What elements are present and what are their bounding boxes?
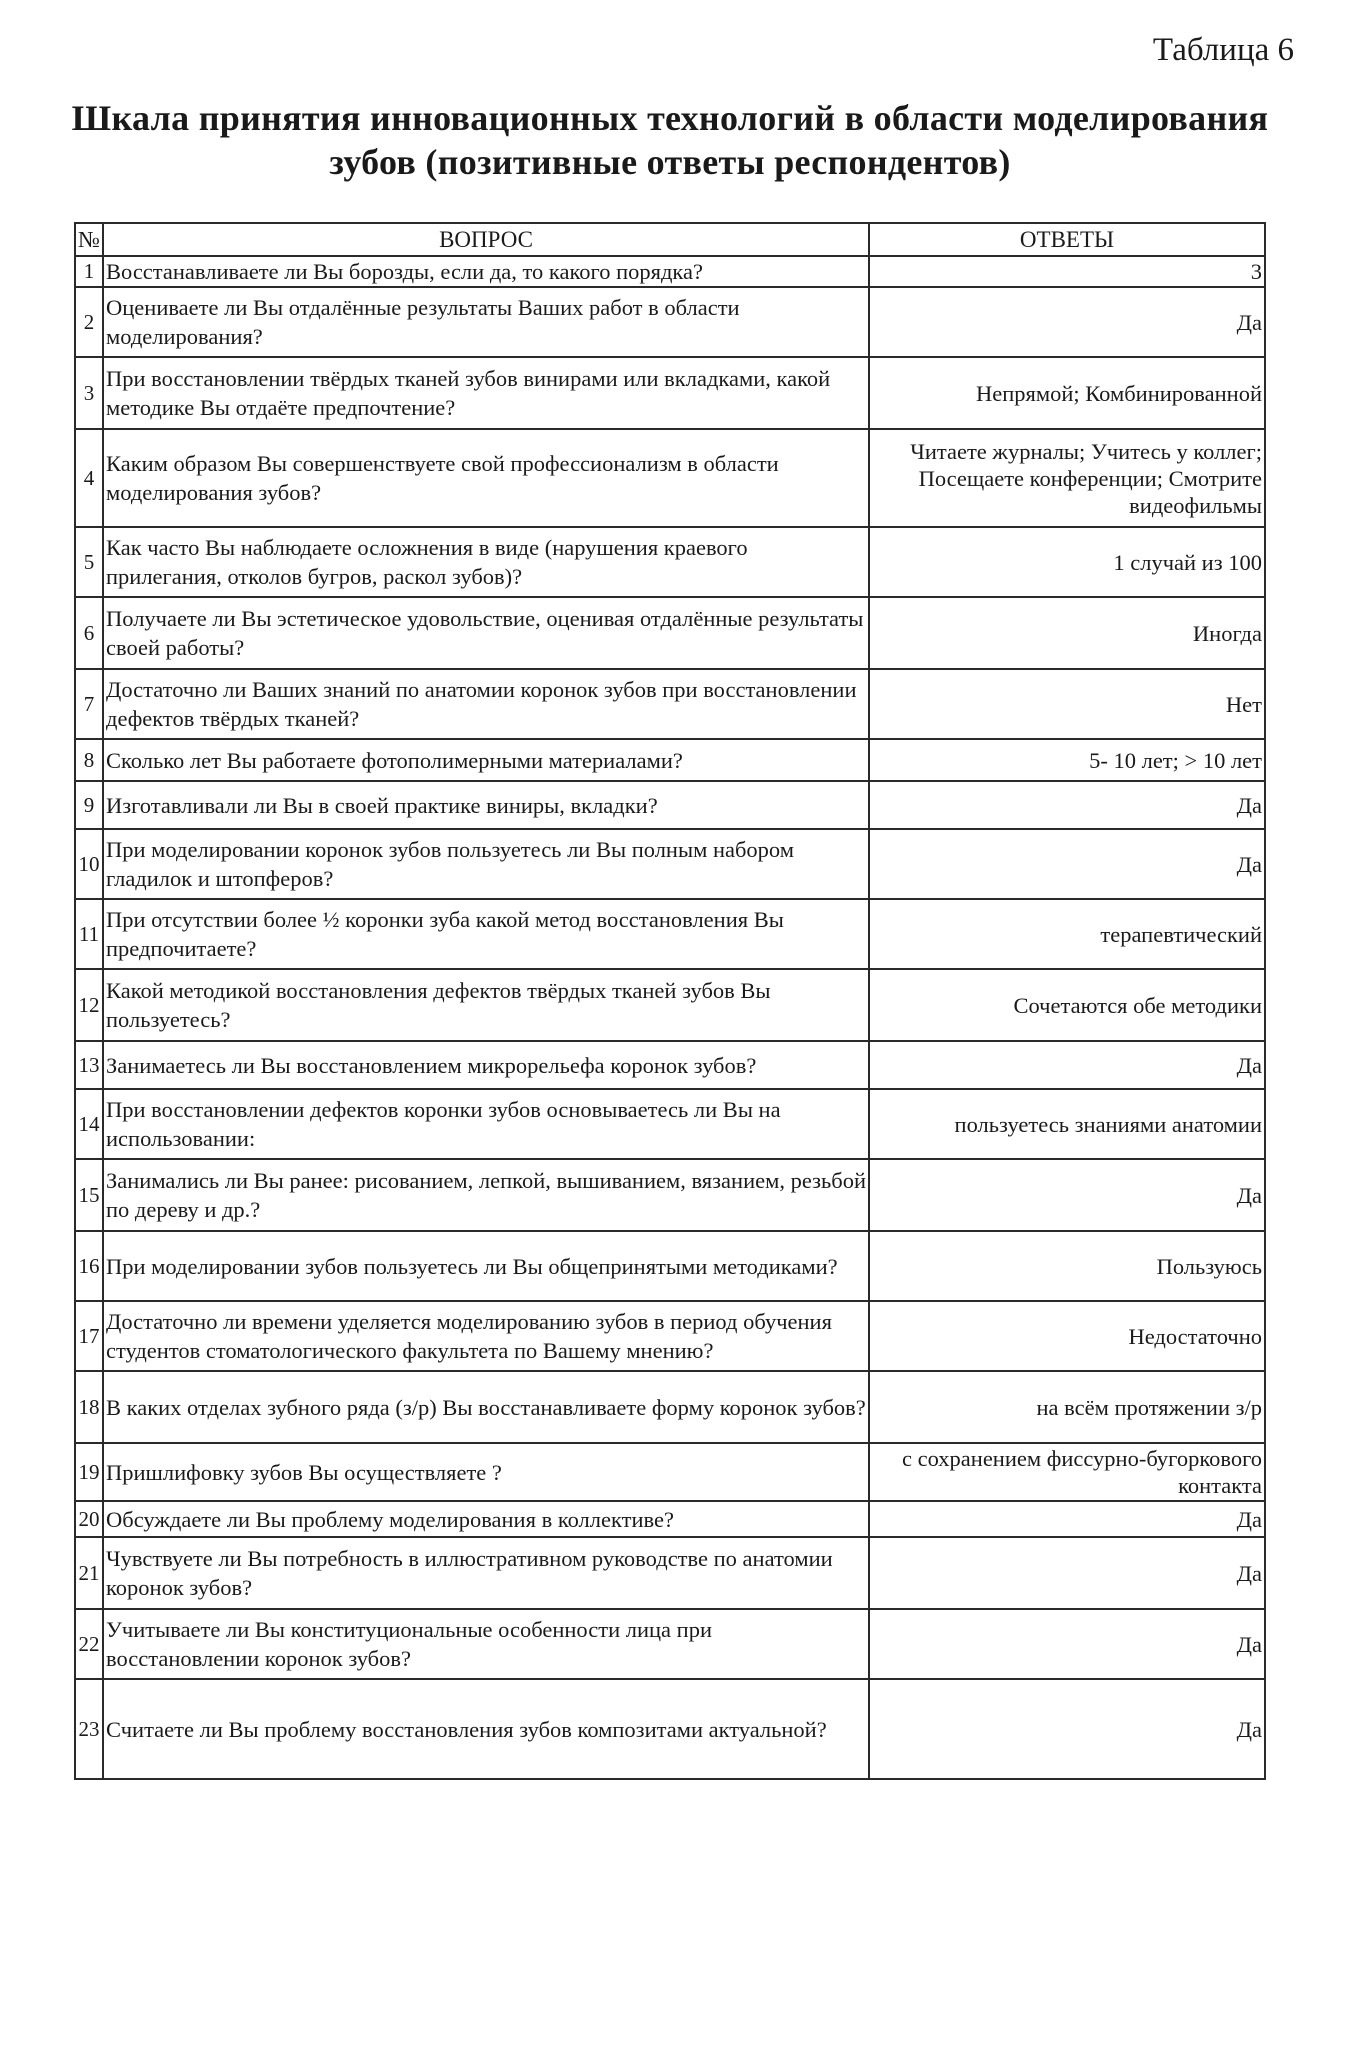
row-number: 5: [75, 527, 103, 597]
row-question: Сколько лет Вы работаете фотополимерными материалами?: [103, 739, 869, 781]
row-question: Восстанавливаете ли Вы борозды, если да, то какого порядка?: [103, 256, 869, 287]
row-question: Чувствуете ли Вы потребность в иллюстративном руководстве по анатомии коронок зубов?: [103, 1537, 869, 1609]
row-question: Занимались ли Вы ранее: рисованием, лепкой, вышиванием, вязанием, резьбой по дереву и др.?: [103, 1159, 869, 1231]
row-number: 16: [75, 1231, 103, 1301]
row-question: Изготавливали ли Вы в своей практике виниры, вкладки?: [103, 781, 869, 829]
row-answer: Читаете журналы; Учитесь у коллег; Посещаете конференции; Смотрите видеофильмы: [869, 429, 1265, 527]
row-question: При моделировании зубов пользуетесь ли Вы общепринятыми методиками?: [103, 1231, 869, 1301]
table-row: [75, 1089, 1265, 1159]
table-row: [75, 781, 1265, 829]
table-row: [75, 739, 1265, 781]
row-question: Как часто Вы наблюдаете осложнения в виде (нарушения краевого прилегания, отколов бугров, раскол зубов)?: [103, 527, 869, 597]
header-answer: ОТВЕТЫ: [869, 223, 1265, 256]
row-question: Каким образом Вы совершенствуете свой профессионализм в области моделирования зубов?: [103, 429, 869, 527]
row-number: 18: [75, 1371, 103, 1443]
row-number: 11: [75, 899, 103, 969]
row-answer: Сочетаются обе методики: [869, 969, 1265, 1041]
row-number: 19: [75, 1443, 103, 1501]
table-row: [75, 899, 1265, 969]
document-title: [60, 96, 1280, 184]
row-number: 9: [75, 781, 103, 829]
row-number: 21: [75, 1537, 103, 1609]
table-row: [75, 287, 1265, 357]
row-question: Занимаетесь ли Вы восстановлением микрорельефа коронок зубов?: [103, 1041, 869, 1089]
row-number: 14: [75, 1089, 103, 1159]
row-answer: Да: [869, 1041, 1265, 1089]
row-number: 6: [75, 597, 103, 669]
table-row: [75, 1609, 1265, 1679]
row-answer: 1 случай из 100: [869, 527, 1265, 597]
table-row: [75, 429, 1265, 527]
row-answer: Пользуюсь: [869, 1231, 1265, 1301]
row-number: 13: [75, 1041, 103, 1089]
table-row: [75, 969, 1265, 1041]
row-question: При восстановлении твёрдых тканей зубов винирами или вкладками, какой методике Вы отдаёте предпочтение?: [103, 357, 869, 429]
table-row: [75, 669, 1265, 739]
table-row: [75, 527, 1265, 597]
row-answer: терапевтический: [869, 899, 1265, 969]
row-question: При моделировании коронок зубов пользуетесь ли Вы полным набором гладилок и штопферов?: [103, 829, 869, 899]
row-question: Считаете ли Вы проблему восстановления зубов композитами актуальной?: [103, 1679, 869, 1779]
row-answer: Иногда: [869, 597, 1265, 669]
row-answer: Нет: [869, 669, 1265, 739]
table-row: [75, 1159, 1265, 1231]
table-row: [75, 1301, 1265, 1371]
row-question: Учитываете ли Вы конституциональные особенности лица при восстановлении коронок зубов?: [103, 1609, 869, 1679]
row-number: 22: [75, 1609, 103, 1679]
row-number: 1: [75, 256, 103, 287]
row-question: Пришлифовку зубов Вы осуществляете ?: [103, 1443, 869, 1501]
table-row: [75, 829, 1265, 899]
row-answer: пользуетесь знаниями анатомии: [869, 1089, 1265, 1159]
row-question: Обсуждаете ли Вы проблему моделирования в коллективе?: [103, 1501, 869, 1537]
row-number: 15: [75, 1159, 103, 1231]
row-question: Достаточно ли времени уделяется моделированию зубов в период обучения студентов стоматологического факультета по Вашему мнению?: [103, 1301, 869, 1371]
row-number: 7: [75, 669, 103, 739]
table-row: [75, 1679, 1265, 1779]
table-row: [75, 1443, 1265, 1501]
row-answer: с сохранением фиссурно-бугоркового контакта: [869, 1443, 1265, 1501]
row-answer: Да: [869, 287, 1265, 357]
row-answer: Да: [869, 1159, 1265, 1231]
row-question: Какой методикой восстановления дефектов твёрдых тканей зубов Вы пользуетесь?: [103, 969, 869, 1041]
table-row: [75, 1231, 1265, 1301]
table-row: [75, 1537, 1265, 1609]
row-answer: 5- 10 лет; > 10 лет: [869, 739, 1265, 781]
row-question: В каких отделах зубного ряда (з/р) Вы восстанавливаете форму коронок зубов?: [103, 1371, 869, 1443]
row-answer: Да: [869, 1679, 1265, 1779]
row-answer: 3: [869, 256, 1265, 287]
row-number: 10: [75, 829, 103, 899]
table-row: [75, 357, 1265, 429]
row-number: 8: [75, 739, 103, 781]
table-row: [75, 256, 1265, 287]
row-question: При отсутствии более ½ коронки зуба какой метод восстановления Вы предпочитаете?: [103, 899, 869, 969]
table-number: Таблица 6: [1152, 32, 1294, 68]
row-number: 12: [75, 969, 103, 1041]
table-header-row: [75, 223, 1265, 256]
header-number: №: [75, 223, 103, 256]
row-number: 4: [75, 429, 103, 527]
row-answer: Да: [869, 781, 1265, 829]
table-row: [75, 1501, 1265, 1537]
title-line-2: зубов (позитивные ответы респондентов): [329, 142, 1011, 182]
row-answer: Недостаточно: [869, 1301, 1265, 1371]
row-answer: на всём протяжении з/р: [869, 1371, 1265, 1443]
row-answer: Да: [869, 1501, 1265, 1537]
row-answer: Да: [869, 1609, 1265, 1679]
row-question: При восстановлении дефектов коронки зубов основываетесь ли Вы на использовании:: [103, 1089, 869, 1159]
header-question: ВОПРОС: [103, 223, 869, 256]
row-answer: Непрямой; Комбинированной: [869, 357, 1265, 429]
row-question: Получаете ли Вы эстетическое удовольствие, оценивая отдалённые результаты своей работы?: [103, 597, 869, 669]
row-number: 3: [75, 357, 103, 429]
table-row: [75, 1371, 1265, 1443]
table-row: [75, 1041, 1265, 1089]
row-number: 23: [75, 1679, 103, 1779]
row-number: 2: [75, 287, 103, 357]
row-question: Оцениваете ли Вы отдалённые результаты Ваших работ в области моделирования?: [103, 287, 869, 357]
row-answer: Да: [869, 1537, 1265, 1609]
row-question: Достаточно ли Ваших знаний по анатомии коронок зубов при восстановлении дефектов твёрдых тканей?: [103, 669, 869, 739]
table-row: [75, 597, 1265, 669]
row-answer: Да: [869, 829, 1265, 899]
title-line-1: Шкала принятия инновационных технологий в области моделирования: [71, 98, 1269, 138]
row-number: 20: [75, 1501, 103, 1537]
survey-table: [74, 222, 1266, 1780]
row-number: 17: [75, 1301, 103, 1371]
